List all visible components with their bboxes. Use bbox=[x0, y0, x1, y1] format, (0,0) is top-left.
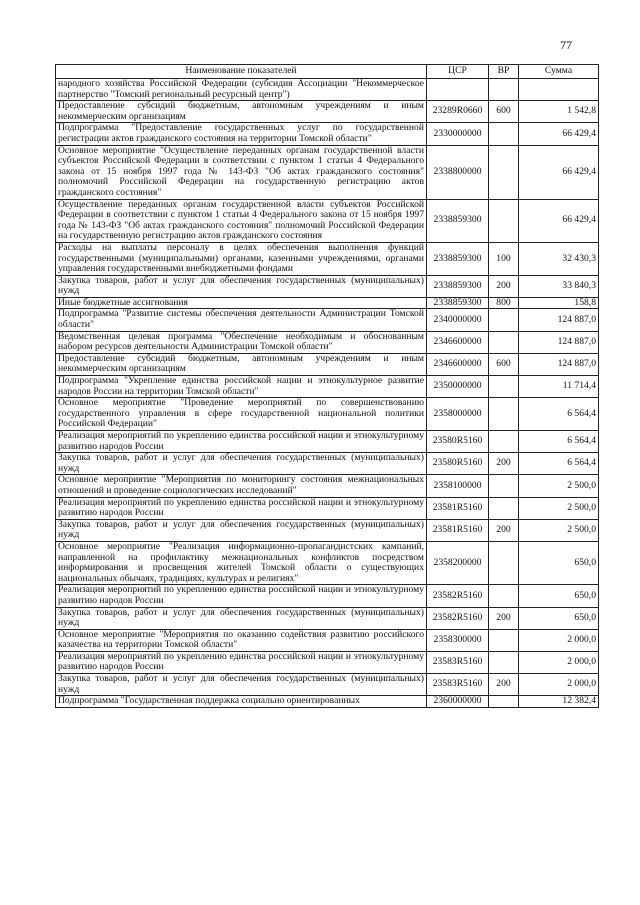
row-csr-cell: 2360000000 bbox=[427, 696, 489, 708]
row-csr-cell: 2338859300 bbox=[427, 199, 489, 242]
row-csr-cell bbox=[427, 79, 489, 101]
row-vr-cell bbox=[489, 629, 519, 651]
row-sum-cell: 66 429,4 bbox=[519, 145, 599, 199]
row-vr-cell bbox=[489, 585, 519, 607]
budget-table bbox=[55, 64, 599, 708]
table-row bbox=[56, 431, 599, 453]
table-row bbox=[56, 242, 599, 275]
row-name-cell: Реализация мероприятий по укреплению единства российской нации и этнокультурному развитию народов России bbox=[56, 497, 427, 519]
row-vr-cell bbox=[489, 651, 519, 673]
row-name-cell: Реализация мероприятий по укреплению единства российской нации и этнокультурному развитию народов России bbox=[56, 651, 427, 673]
row-vr-cell: 600 bbox=[489, 353, 519, 375]
row-csr-cell: 23580R5160 bbox=[427, 431, 489, 453]
row-name-cell: Закупка товаров, работ и услуг для обеспечения государственных (муниципальных) нужд bbox=[56, 607, 427, 629]
row-sum-cell: 124 887,0 bbox=[519, 331, 599, 353]
row-sum-cell: 2 000,0 bbox=[519, 651, 599, 673]
page-number: 77 bbox=[560, 38, 572, 52]
row-sum-cell: 66 429,4 bbox=[519, 199, 599, 242]
table-row bbox=[56, 309, 599, 331]
row-name-cell: Подпрограмма "Государственная поддержка социально ориентированных bbox=[56, 696, 427, 708]
row-vr-cell: 200 bbox=[489, 453, 519, 475]
row-vr-cell: 200 bbox=[489, 607, 519, 629]
row-vr-cell: 600 bbox=[489, 101, 519, 123]
header-sum: Сумма bbox=[519, 65, 599, 79]
row-name-cell: Основное мероприятие "Осуществление переданных органам государственной власти субъектов Российской Федерации в соответствии с пунктом 1 статьи 4 Федерального закона от 15 ноября 1997 года № 143-ФЗ "Об актах гражданского состояния" полномочий Российской Федерации на государственную регистрацию актов гражданского состояния" bbox=[56, 145, 427, 199]
row-sum-cell: 2 000,0 bbox=[519, 629, 599, 651]
row-sum-cell: 2 500,0 bbox=[519, 475, 599, 497]
row-sum-cell: 6 564,4 bbox=[519, 431, 599, 453]
table-row bbox=[56, 79, 599, 101]
row-sum-cell: 1 542,8 bbox=[519, 101, 599, 123]
row-vr-cell bbox=[489, 199, 519, 242]
row-csr-cell: 23582R5160 bbox=[427, 585, 489, 607]
row-csr-cell: 2338859300 bbox=[427, 275, 489, 297]
row-sum-cell: 66 429,4 bbox=[519, 123, 599, 145]
table-row bbox=[56, 275, 599, 297]
row-sum-cell bbox=[519, 79, 599, 101]
row-sum-cell: 2 000,0 bbox=[519, 674, 599, 696]
row-name-cell: Основное мероприятие "Реализация информационно-пропагандистских кампаний, направленной на профилактику межнациональных конфликтов посредством информирования и просвещения жителей Томской области о существующих национальных обычаях, традициях, культурах и религиях" bbox=[56, 541, 427, 584]
row-vr-cell bbox=[489, 497, 519, 519]
row-vr-cell bbox=[489, 431, 519, 453]
row-name-cell: Предоставление субсидий бюджетным, автономным учреждениям и иным некоммерческим организациям bbox=[56, 101, 427, 123]
row-vr-cell bbox=[489, 331, 519, 353]
row-sum-cell: 124 887,0 bbox=[519, 353, 599, 375]
row-csr-cell: 2340000000 bbox=[427, 309, 489, 331]
row-sum-cell: 2 500,0 bbox=[519, 519, 599, 541]
row-csr-cell: 23581R5160 bbox=[427, 497, 489, 519]
row-name-cell: Предоставление субсидий бюджетным, автономным учреждениям и иным некоммерческим организациям bbox=[56, 353, 427, 375]
row-sum-cell: 6 564,4 bbox=[519, 453, 599, 475]
row-name-cell: Закупка товаров, работ и услуг для обеспечения государственных (муниципальных) нужд bbox=[56, 453, 427, 475]
row-vr-cell bbox=[489, 79, 519, 101]
row-name-cell: Закупка товаров, работ и услуг для обеспечения государственных (муниципальных) нужд bbox=[56, 519, 427, 541]
row-csr-cell: 2346600000 bbox=[427, 353, 489, 375]
table-row bbox=[56, 497, 599, 519]
row-sum-cell: 650,0 bbox=[519, 607, 599, 629]
row-name-cell: народного хозяйства Российской Федерации (субсидия Ассоциации "Некоммерческое партнерство "Томский региональный ресурсный центр") bbox=[56, 79, 427, 101]
table-row bbox=[56, 696, 599, 708]
row-csr-cell: 23582R5160 bbox=[427, 607, 489, 629]
table-row bbox=[56, 101, 599, 123]
row-csr-cell: 23583R5160 bbox=[427, 651, 489, 673]
row-name-cell: Подпрограмма "Предоставление государственных услуг по государственной регистрации актов гражданского состояния на территории Томской области" bbox=[56, 123, 427, 145]
table-row bbox=[56, 674, 599, 696]
table-row bbox=[56, 297, 599, 309]
row-csr-cell: 2338800000 bbox=[427, 145, 489, 199]
table-row bbox=[56, 519, 599, 541]
row-csr-cell: 2350000000 bbox=[427, 376, 489, 398]
row-csr-cell: 2358300000 bbox=[427, 629, 489, 651]
row-sum-cell: 2 500,0 bbox=[519, 497, 599, 519]
row-vr-cell: 800 bbox=[489, 297, 519, 309]
row-name-cell: Реализация мероприятий по укреплению единства российской нации и этнокультурному развитию народов России bbox=[56, 431, 427, 453]
table-row bbox=[56, 199, 599, 242]
row-vr-cell bbox=[489, 696, 519, 708]
row-name-cell: Подпрограмма "Развитие системы обеспечения деятельности Администрации Томской области" bbox=[56, 309, 427, 331]
row-name-cell: Закупка товаров, работ и услуг для обеспечения государственных (муниципальных) нужд bbox=[56, 674, 427, 696]
header-name: Наименование показателей bbox=[56, 65, 427, 79]
row-name-cell: Реализация мероприятий по укреплению единства российской нации и этнокультурному развитию народов России bbox=[56, 585, 427, 607]
row-sum-cell: 32 430,3 bbox=[519, 242, 599, 275]
row-sum-cell: 6 564,4 bbox=[519, 398, 599, 431]
row-csr-cell: 23583R5160 bbox=[427, 674, 489, 696]
row-name-cell: Закупка товаров, работ и услуг для обеспечения государственных (муниципальных) нужд bbox=[56, 275, 427, 297]
row-vr-cell: 200 bbox=[489, 519, 519, 541]
table-row bbox=[56, 453, 599, 475]
row-sum-cell: 650,0 bbox=[519, 541, 599, 584]
row-csr-cell: 2358000000 bbox=[427, 398, 489, 431]
row-sum-cell: 33 840,3 bbox=[519, 275, 599, 297]
row-vr-cell bbox=[489, 309, 519, 331]
row-sum-cell: 11 714,4 bbox=[519, 376, 599, 398]
table-row bbox=[56, 331, 599, 353]
table-header-row bbox=[56, 65, 599, 79]
header-csr: ЦСР bbox=[427, 65, 489, 79]
row-name-cell: Основное мероприятие "Мероприятия по мониторингу состояния межнациональных отношений и проведение социологических исследований" bbox=[56, 475, 427, 497]
row-vr-cell: 200 bbox=[489, 674, 519, 696]
row-name-cell: Иные бюджетные ассигнования bbox=[56, 297, 427, 309]
table-row bbox=[56, 475, 599, 497]
row-vr-cell bbox=[489, 541, 519, 584]
header-vr: ВР bbox=[489, 65, 519, 79]
row-name-cell: Осуществление переданных органам государственной власти субъектов Российской Федерации в соответствии с пунктом 1 статьи 4 Федерального закона от 15 ноября 1997 года № 143-ФЗ "Об актах гражданского состояния" полномочий Российской Федерации на государственную регистрацию актов гражданского состояния bbox=[56, 199, 427, 242]
row-name-cell: Основное мероприятие "Мероприятия по оказанию содействия развитию российского казачества на территории Томской области" bbox=[56, 629, 427, 651]
row-vr-cell: 200 bbox=[489, 275, 519, 297]
row-vr-cell bbox=[489, 145, 519, 199]
row-sum-cell: 124 887,0 bbox=[519, 309, 599, 331]
row-sum-cell: 12 382,4 bbox=[519, 696, 599, 708]
table-row bbox=[56, 353, 599, 375]
table-row bbox=[56, 629, 599, 651]
row-vr-cell: 100 bbox=[489, 242, 519, 275]
row-csr-cell: 2358100000 bbox=[427, 475, 489, 497]
table-row bbox=[56, 585, 599, 607]
table-row bbox=[56, 607, 599, 629]
row-name-cell: Подпрограмма "Укрепление единства российской нации и этнокультурное развитие народов России на территории Томской области" bbox=[56, 376, 427, 398]
table-row bbox=[56, 145, 599, 199]
table-row bbox=[56, 398, 599, 431]
row-csr-cell: 2358200000 bbox=[427, 541, 489, 584]
row-vr-cell bbox=[489, 376, 519, 398]
table-row bbox=[56, 651, 599, 673]
row-csr-cell: 2346600000 bbox=[427, 331, 489, 353]
row-csr-cell: 23289R0660 bbox=[427, 101, 489, 123]
row-csr-cell: 2338859300 bbox=[427, 242, 489, 275]
row-csr-cell: 2330000000 bbox=[427, 123, 489, 145]
table-row bbox=[56, 376, 599, 398]
row-name-cell: Ведомственная целевая программа "Обеспечение необходимым и обоснованным набором ресурсов деятельности Администрации Томской области" bbox=[56, 331, 427, 353]
row-name-cell: Основное мероприятие "Проведение мероприятий по совершенствованию государственного управления в сфере государственной национальной политики Российской Федерации" bbox=[56, 398, 427, 431]
row-vr-cell bbox=[489, 123, 519, 145]
row-sum-cell: 650,0 bbox=[519, 585, 599, 607]
table-body bbox=[56, 79, 599, 708]
row-vr-cell bbox=[489, 398, 519, 431]
table-row bbox=[56, 541, 599, 584]
row-name-cell: Расходы на выплаты персоналу в целях обеспечения выполнения функций государственными (муниципальными) органами, казенными учреждениями, органами управления государственными внебюджетными фондами bbox=[56, 242, 427, 275]
row-vr-cell bbox=[489, 475, 519, 497]
table-row bbox=[56, 123, 599, 145]
row-csr-cell: 23580R5160 bbox=[427, 453, 489, 475]
row-csr-cell: 2338859300 bbox=[427, 297, 489, 309]
row-csr-cell: 23581R5160 bbox=[427, 519, 489, 541]
row-sum-cell: 158,8 bbox=[519, 297, 599, 309]
